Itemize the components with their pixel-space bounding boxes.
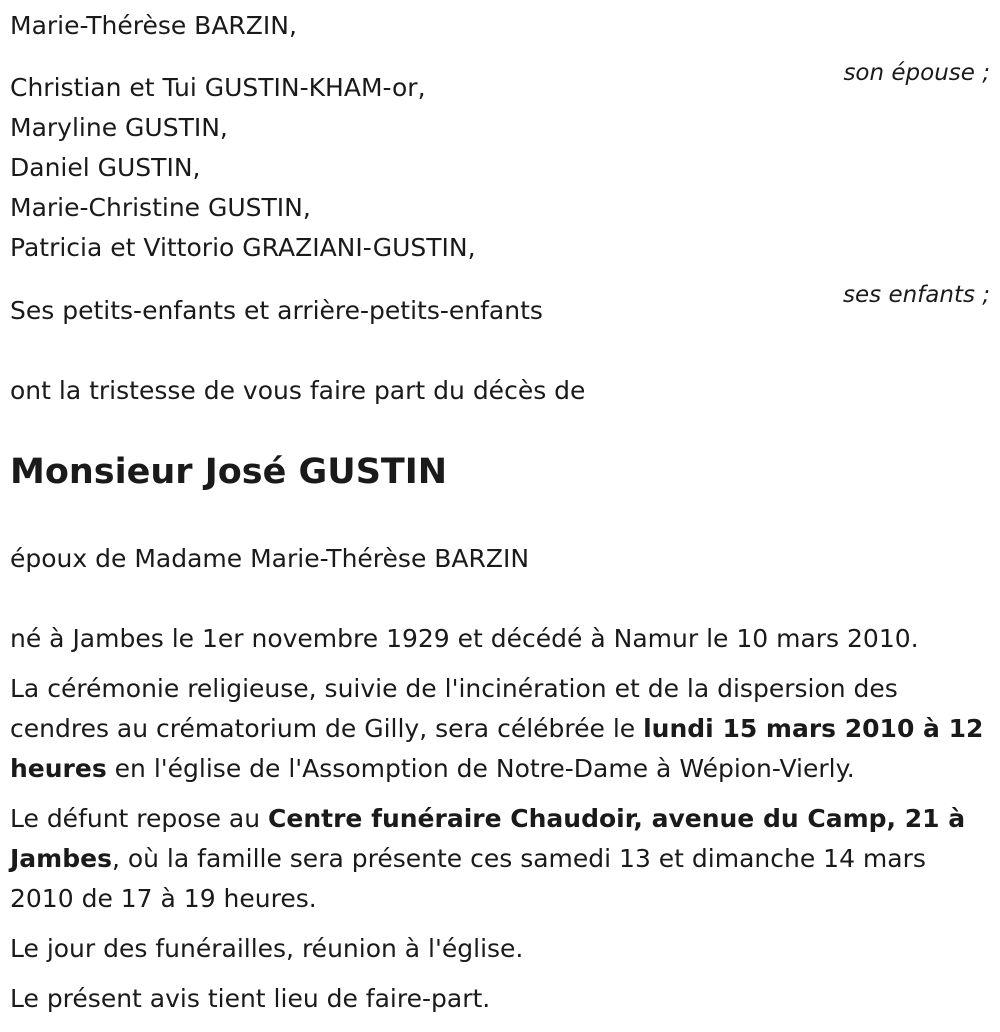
ceremony-place: en l'église de l'Assomption de Notre-Dame à Wépion-Vierly.: [106, 754, 855, 783]
rest-visiting: , où la famille sera présente ces samedi 13 et dimanche 14 mars 2010 de 17 à 19 heures.: [10, 844, 926, 913]
husband-block: [10, 539, 990, 579]
meeting: Le jour des funérailles, réunion à l'église.: [10, 934, 524, 963]
ceremony-paragraph: [10, 669, 985, 789]
children-block: [10, 68, 990, 268]
details-block: [10, 619, 985, 1019]
deceased-block: [10, 448, 990, 496]
rest-text: Le défunt repose au: [10, 804, 269, 833]
deceased-name: Monsieur José GUSTIN: [10, 452, 448, 492]
grandchildren: Ses petits-enfants et arrière-petits-enfants: [10, 296, 543, 325]
child-name: Marie-Christine GUSTIN,: [10, 193, 311, 222]
rest-location: Centre funéraire Chaudoir, avenue du Camp, 21 à Jambes: [10, 804, 966, 873]
notice: Le présent avis tient lieu de faire-part.: [10, 984, 491, 1013]
spouse-role: son épouse ;: [843, 60, 990, 86]
child-name: Daniel GUSTIN,: [10, 153, 201, 182]
announcement: ont la tristesse de vous faire part du décès de: [10, 376, 586, 405]
child-name: Maryline GUSTIN,: [10, 113, 228, 142]
spouse-name: Marie-Thérèse BARZIN,: [10, 11, 297, 40]
ceremony-date: lundi 15 mars 2010 à 12 heures: [10, 714, 984, 783]
rest-paragraph: [10, 799, 985, 919]
ceremony-text: La cérémonie religieuse, suivie de l'incinération et de la dispersion des cendres au crématorium de Gilly, sera célébrée le: [10, 674, 898, 743]
child-name: Patricia et Vittorio GRAZIANI-GUSTIN,: [10, 233, 476, 262]
grandchildren-block: [10, 291, 990, 331]
husband-of: époux de Madame Marie-Thérèse BARZIN: [10, 544, 530, 573]
announce-block: [10, 371, 990, 411]
birth-death: né à Jambes le 1er novembre 1929 et décédé à Namur le 10 mars 2010.: [10, 624, 919, 653]
children-role: ses enfants ;: [843, 282, 990, 308]
child-name: Christian et Tui GUSTIN-KHAM-or,: [10, 73, 426, 102]
